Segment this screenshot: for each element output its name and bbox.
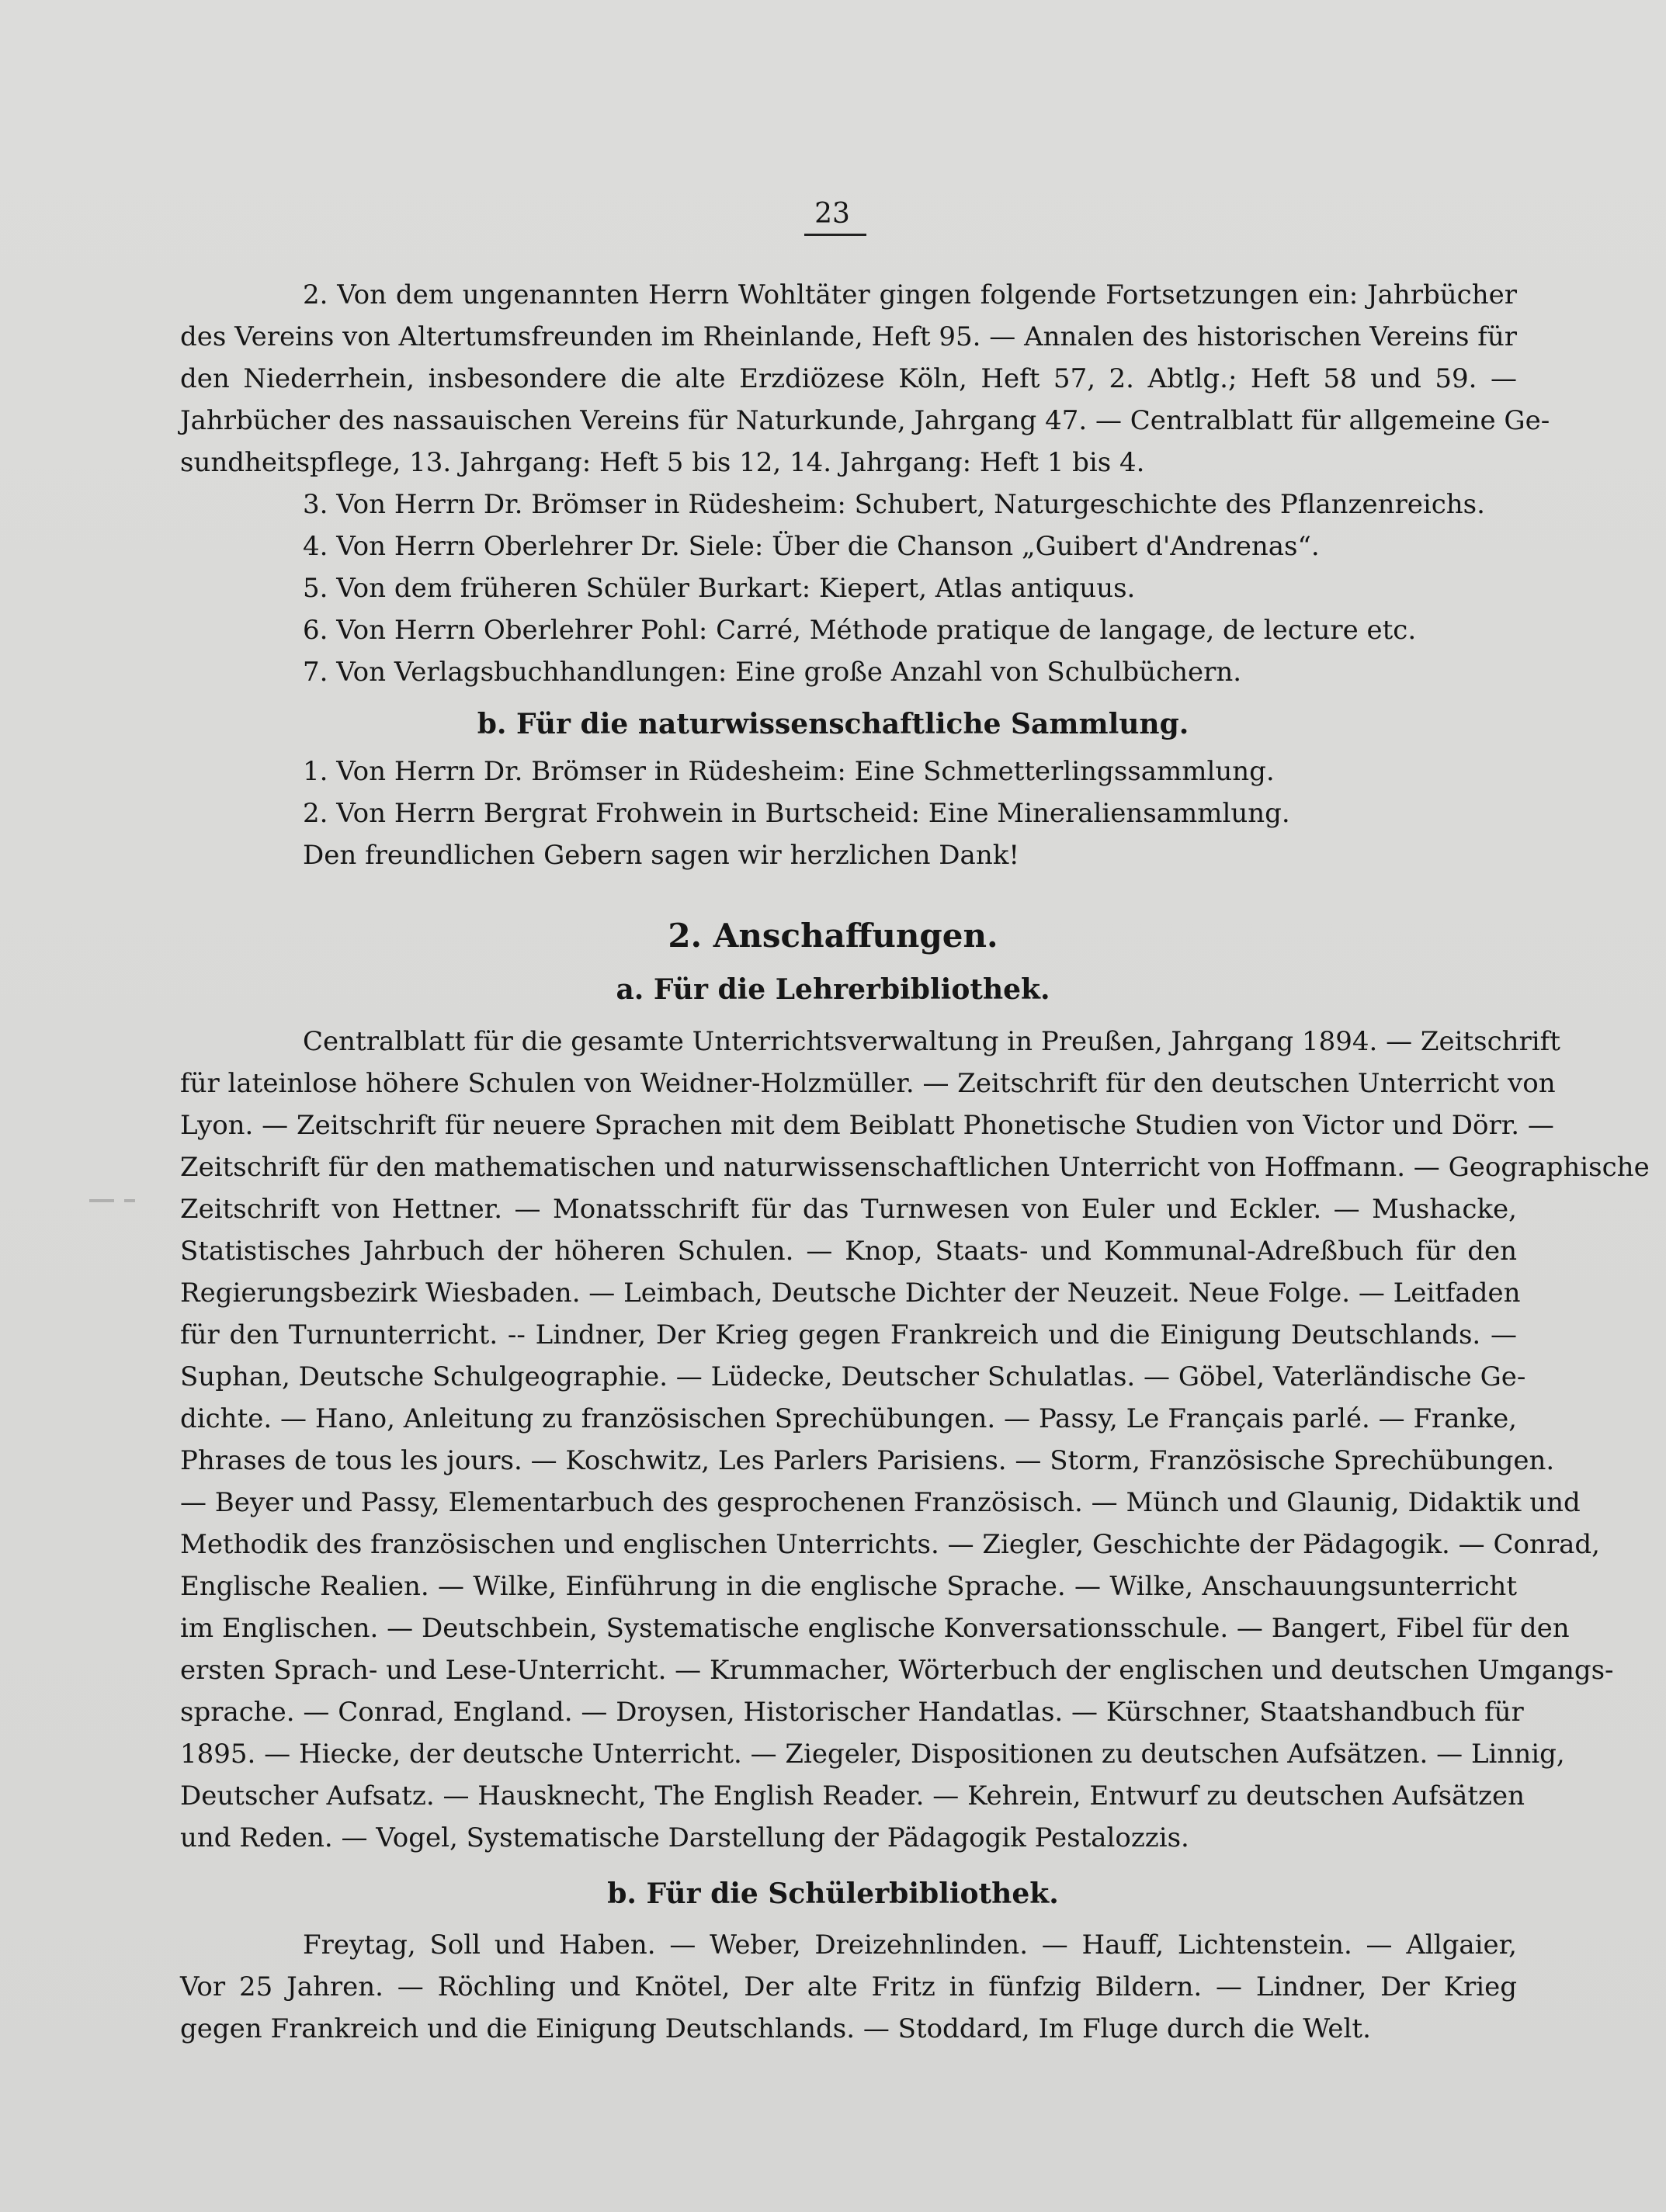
text-line: Statistisches Jahrbuch der höheren Schulen. — Knop, Staats- und Kommunal-Adreßbuch für den bbox=[180, 1236, 1517, 1267]
text-line: im Englischen. — Deutschbein, Systematische englische Konversationsschule. — Bangert, Fibel für den bbox=[180, 1613, 1570, 1644]
text-line: Jahrbücher des nassauischen Vereins für Naturkunde, Jahrgang 47. — Centralblatt für allgemeine Ge- bbox=[180, 405, 1550, 436]
text-line: — Beyer und Passy, Elementarbuch des gesprochenen Französisch. — Münch und Glaunig, Didaktik und bbox=[180, 1487, 1581, 1518]
page-number: 23 bbox=[814, 198, 850, 230]
text-line: gegen Frankreich und die Einigung Deutschlands. — Stoddard, Im Fluge durch die Welt. bbox=[180, 2013, 1371, 2044]
text-line: und Reden. — Vogel, Systematische Darstellung der Pädagogik Pestalozzis. bbox=[180, 1822, 1189, 1853]
scan-artifact bbox=[124, 1199, 135, 1202]
text-line: Deutscher Aufsatz. — Hausknecht, The English Reader. — Kehrein, Entwurf zu deutschen Aufsätzen bbox=[180, 1780, 1525, 1812]
scan-artifact bbox=[89, 1199, 114, 1202]
text-line: 7. Von Verlagsbuchhandlungen: Eine große Anzahl von Schulbüchern. bbox=[303, 657, 1242, 688]
text-line: 6. Von Herrn Oberlehrer Pohl: Carré, Méthode pratique de langage, de lecture etc. bbox=[303, 615, 1417, 646]
text-line: Vor 25 Jahren. — Röchling und Knötel, Der alte Fritz in fünfzig Bildern. — Lindner, Der Krieg bbox=[180, 1971, 1517, 2002]
text-line: Regierungsbezirk Wiesbaden. — Leimbach, Deutsche Dichter der Neuzeit. Neue Folge. — Leitfaden bbox=[180, 1278, 1521, 1309]
text-line: sprache. — Conrad, England. — Droysen, Historischer Handatlas. — Kürschner, Staatshandbuch für bbox=[180, 1697, 1524, 1728]
text-line: des Vereins von Altertumsfreunden im Rheinlande, Heft 95. — Annalen des historischen Vereins für bbox=[180, 321, 1517, 352]
text-line: 4. Von Herrn Oberlehrer Dr. Siele: Über die Chanson „Guibert d'Andrenas“. bbox=[303, 531, 1320, 562]
text-line: sundheitspflege, 13. Jahrgang: Heft 5 bis 12, 14. Jahrgang: Heft 1 bis 4. bbox=[180, 447, 1145, 478]
subsection-heading: b. Für die Schülerbibliothek. bbox=[607, 1877, 1059, 1910]
section-heading: 2. Anschaffungen. bbox=[668, 917, 998, 955]
text-line: den Niederrhein, insbesondere die alte Erzdiözese Köln, Heft 57, 2. Abtlg.; Heft 58 und 59. — bbox=[180, 363, 1517, 394]
text-line: Phrases de tous les jours. — Koschwitz, Les Parlers Parisiens. — Storm, Französische Sprechübungen. bbox=[180, 1445, 1555, 1476]
text-line: 1895. — Hiecke, der deutsche Unterricht. — Ziegeler, Dispositionen zu deutschen Aufsätzen. — Linnig, bbox=[180, 1739, 1565, 1770]
text-line: ersten Sprach- und Lese-Unterricht. — Krummacher, Wörterbuch der englischen und deutschen Umgangs- bbox=[180, 1655, 1614, 1686]
page-number-rule bbox=[804, 234, 866, 236]
text-line: Freytag, Soll und Haben. — Weber, Dreizehnlinden. — Hauff, Lichtenstein. — Allgaier, bbox=[303, 1929, 1517, 1961]
text-line: 3. Von Herrn Dr. Brömser in Rüdesheim: Schubert, Naturgeschichte des Pflanzenreichs. bbox=[303, 489, 1485, 520]
text-line: 1. Von Herrn Dr. Brömser in Rüdesheim: Eine Schmetterlingssammlung. bbox=[303, 756, 1275, 787]
text-line: Centralblatt für die gesamte Unterrichtsverwaltung in Preußen, Jahrgang 1894. — Zeitschrift bbox=[303, 1026, 1560, 1057]
text-line: Englische Realien. — Wilke, Einführung in die englische Sprache. — Wilke, Anschauungsunterricht bbox=[180, 1571, 1517, 1602]
text-line: Suphan, Deutsche Schulgeographie. — Lüdecke, Deutscher Schulatlas. — Göbel, Vaterländische Ge- bbox=[180, 1361, 1526, 1392]
text-line: Zeitschrift von Hettner. — Monatsschrift für das Turnwesen von Euler und Eckler. — Mushacke, bbox=[180, 1194, 1517, 1225]
section-heading: b. Für die naturwissenschaftliche Sammlung. bbox=[477, 708, 1189, 740]
text-line: für lateinlose höhere Schulen von Weidner-Holzmüller. — Zeitschrift für den deutschen Unterricht von bbox=[180, 1068, 1556, 1099]
text-line: Lyon. — Zeitschrift für neuere Sprachen mit dem Beiblatt Phonetische Studien von Victor und Dörr. — bbox=[180, 1110, 1554, 1141]
text-line: Methodik des französischen und englischen Unterrichts. — Ziegler, Geschichte der Pädagogik. — Conrad, bbox=[180, 1529, 1600, 1560]
text-line: dichte. — Hano, Anleitung zu französischen Sprechübungen. — Passy, Le Français parlé. — Franke, bbox=[180, 1403, 1517, 1434]
subsection-heading: a. Für die Lehrerbibliothek. bbox=[616, 973, 1050, 1006]
text-line: für den Turnunterricht. -- Lindner, Der Krieg gegen Frankreich und die Einigung Deutschlands. — bbox=[180, 1319, 1517, 1350]
text-line: Den freundlichen Gebern sagen wir herzlichen Dank! bbox=[303, 840, 1019, 871]
text-line: 2. Von dem ungenannten Herrn Wohltäter gingen folgende Fortsetzungen ein: Jahrbücher bbox=[303, 279, 1517, 310]
text-line: 5. Von dem früheren Schüler Burkart: Kiepert, Atlas antiquus. bbox=[303, 573, 1136, 604]
text-line: 2. Von Herrn Bergrat Frohwein in Burtscheid: Eine Mineraliensammlung. bbox=[303, 798, 1290, 829]
text-line: Zeitschrift für den mathematischen und naturwissenschaftlichen Unterricht von Hoffmann. — Geographische bbox=[180, 1152, 1650, 1183]
